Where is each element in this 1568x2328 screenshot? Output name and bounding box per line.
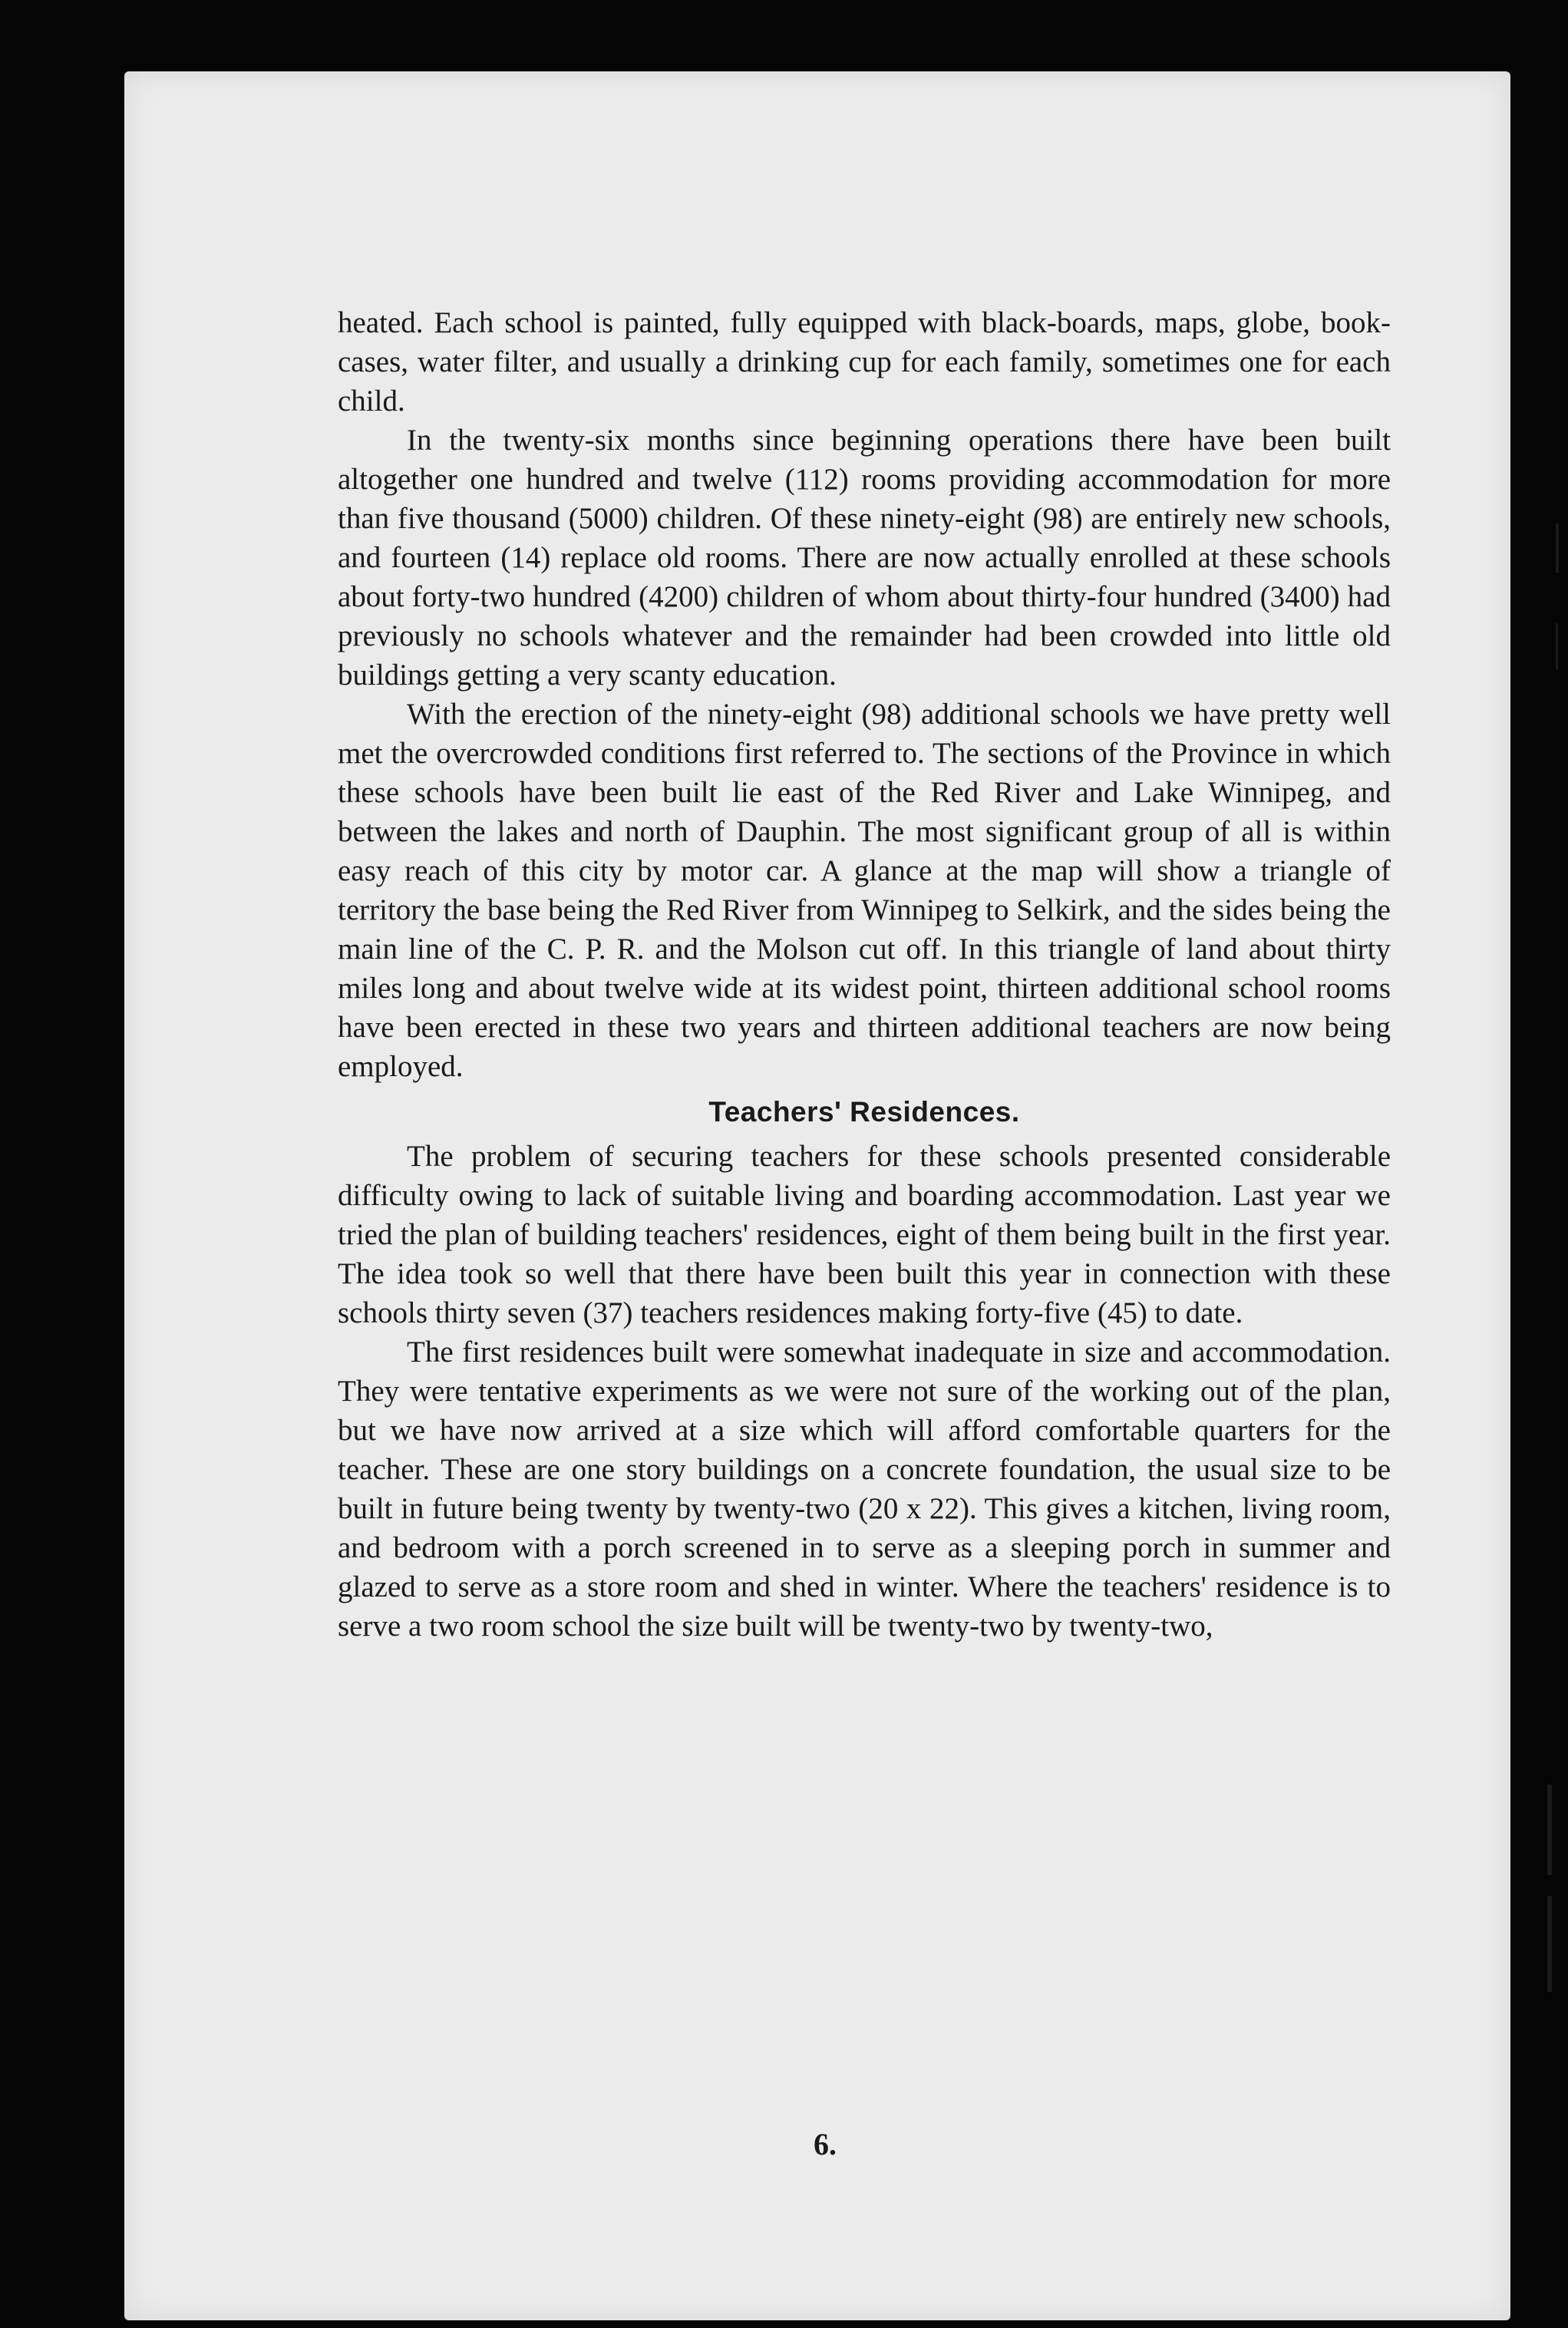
paragraph-1: heated. Each school is painted, fully equipped with black-boards, maps, globe, book-cases, water filter, and usually a drinking cup for each family, sometimes one for each child.: [338, 306, 1391, 418]
paragraph-5: The first residences built were somewhat inadequate in size and accommodation. They were tentative experiments as we were not sure of the working out of the plan, but we have now arrived at a size which will afford comfortable quarters for the teacher. These are one story buildings on a concrete foundation, the usual size to be built in future being twenty by twenty-two (20 x 22). This gives a kitchen, living room, and bedroom with a porch screened in to serve as a sleeping porch in summer and glazed to serve as a store room and shed in winter. Where the teachers' residence is to serve a two room school the size built will be twenty-two by twenty-two,: [338, 1336, 1391, 1643]
scan-mark: [1547, 1785, 1552, 1875]
scan-mark: [1556, 523, 1559, 573]
scan-mark: [1547, 1896, 1552, 1992]
section-heading: Teachers' Residences.: [708, 1096, 1020, 1128]
scan-mark: [1556, 623, 1558, 669]
paragraph-4: The problem of securing teachers for these schools presented considerable difficulty owing to lack of suitable living and boarding accommodation. Last year we tried the plan of building teachers' residences, eight of them being built in the first year. The idea took so well that there have been built this year in connection with these schools thirty seven (37) teachers residences making forty-five (45) to date.: [338, 1140, 1391, 1329]
paragraph-2: In the twenty-six months since beginning operations there have been built altogether one hundred and twelve (112) rooms providing accommodation for more than five thousand (5000) children. Of these ninety-eight (98) are entirely new schools, and fourteen (14) replace old rooms. There are now actually enrolled at these schools about forty-two hundred (4200) children of whom about thirty-four hundred (3400) had previously no schools whatever and the remainder had been crowded into little old buildings getting a very scanty education.: [338, 424, 1391, 692]
page-number: 6.: [814, 2127, 837, 2161]
paragraph-3: With the erection of the ninety-eight (98) additional schools we have pretty well met the overcrowded conditions first referred to. The sections of the Province in which these schools have been built lie east of the Red River and Lake Winnipeg, and between the lakes and north of Dauphin. The most significant group of all is within easy reach of this city by motor car. A glance at the map will show a triangle of territory the base being the Red River from Winnipeg to Selkirk, and the sides being the main line of the C. P. R. and the Molson cut off. In this triangle of land about thirty miles long and about twelve wide at its widest point, thirteen additional school rooms have been erected in these two years and thirteen additional teachers are now being employed.: [338, 698, 1391, 1083]
document-body: [338, 303, 1391, 1646]
